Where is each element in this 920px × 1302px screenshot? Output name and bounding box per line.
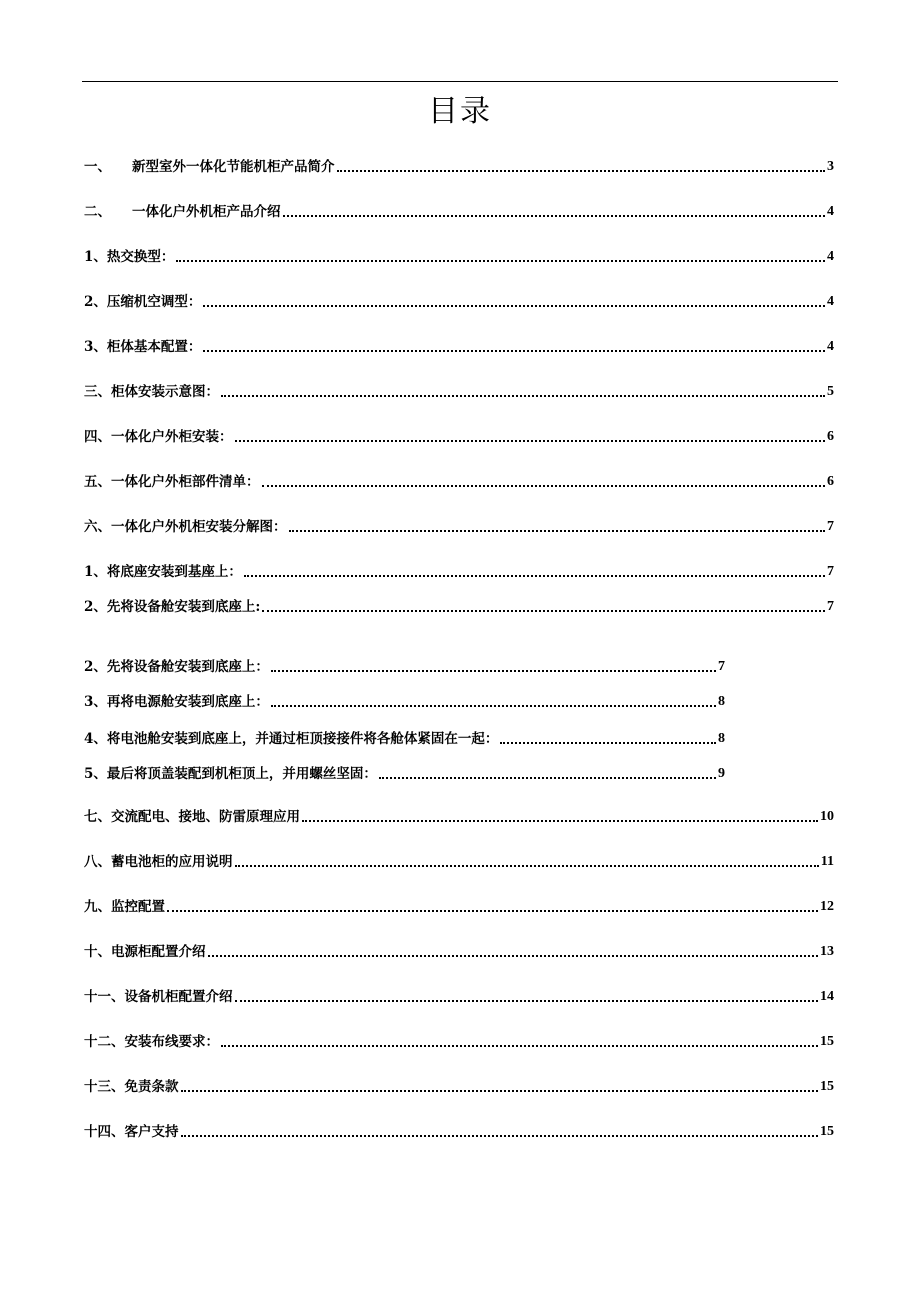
- toc-entry[interactable]: [84, 987, 834, 1007]
- toc-leader-dots: [271, 670, 716, 672]
- toc-entry-number: 4、: [84, 731, 107, 747]
- toc-entry-page: 7: [827, 519, 834, 534]
- toc-entry-page: 13: [820, 944, 834, 959]
- toc-entry-label: 先将设备舱安装到底座上：: [106, 659, 269, 675]
- toc-entry-page: 12: [820, 899, 834, 914]
- toc-entry-number: 2、: [84, 599, 107, 615]
- toc-entry-page: 8: [718, 694, 725, 709]
- toc-entry-label: 热交换型：: [106, 249, 175, 265]
- toc-entry[interactable]: [84, 807, 834, 827]
- toc-leader-dots: [181, 1090, 819, 1092]
- toc-entry[interactable]: [84, 657, 725, 677]
- toc-entry-label: 电源柜配置介绍: [111, 944, 206, 960]
- toc-entry[interactable]: [84, 472, 834, 492]
- toc-entry-label: 新型室外一体化节能机柜产品简介: [132, 159, 335, 175]
- toc-entry-label: 将底座安装到基座上：: [106, 564, 242, 580]
- toc-entry-label: 客户支持: [124, 1124, 179, 1140]
- toc-entry-page: 10: [820, 809, 834, 824]
- toc-leader-dots: [235, 865, 819, 867]
- toc-leader-dots: [167, 910, 818, 912]
- toc-entry-number: 四、: [84, 429, 111, 445]
- toc-entry-page: 9: [718, 766, 725, 781]
- toc-entry[interactable]: [84, 1122, 834, 1142]
- toc-entry-label: 先将设备舱安装到底座上:: [106, 599, 261, 615]
- toc-entry-number: 5、: [84, 766, 107, 782]
- toc-entry-label: 设备机柜配置介绍: [124, 989, 233, 1005]
- toc-entry[interactable]: [84, 337, 834, 357]
- toc-entry-number: 五、: [84, 474, 111, 490]
- toc-entry[interactable]: [84, 1032, 834, 1052]
- toc-entry-label: 监控配置: [111, 899, 165, 915]
- toc-entry-number: 一、: [84, 159, 111, 175]
- toc-leader-dots: [283, 215, 826, 217]
- toc-entry-number: 十、: [84, 944, 111, 960]
- toc-entry-label: 一体化户外柜安装：: [111, 429, 233, 445]
- toc-entry-label: 一体化户外柜部件清单：: [111, 474, 260, 490]
- toc-entry-number: 3、: [84, 339, 107, 355]
- toc-entry-page: 7: [718, 659, 725, 674]
- toc-leader-dots: [379, 777, 716, 779]
- toc-leader-dots: [221, 1045, 818, 1047]
- toc-entry-label: 蓄电池柜的应用说明: [111, 854, 233, 870]
- toc-entry-label: 压缩机空调型：: [106, 294, 202, 310]
- toc-entry-page: 3: [827, 159, 834, 174]
- toc-entry[interactable]: [84, 852, 834, 872]
- toc-entry[interactable]: [84, 764, 725, 784]
- toc-entry-page: 7: [827, 564, 834, 579]
- toc-entry-number: 1、: [84, 564, 107, 580]
- toc-leader-dots: [500, 742, 716, 744]
- toc-entry-page: 15: [820, 1079, 834, 1094]
- toc-entry-number: 2、: [84, 659, 107, 675]
- toc-entry[interactable]: [84, 157, 834, 177]
- toc-entry-label: 一体化户外机柜安装分解图：: [111, 519, 287, 535]
- toc-entry-page: 4: [827, 294, 834, 309]
- toc-entry-label: 交流配电、接地、防雷原理应用: [111, 809, 300, 825]
- toc-leader-dots: [271, 705, 716, 707]
- toc-leader-dots: [244, 575, 825, 577]
- toc-leader-dots: [203, 305, 825, 307]
- toc-entry-number: 三、: [84, 384, 111, 400]
- toc-entry-number: 六、: [84, 519, 111, 535]
- toc-leader-dots: [262, 610, 825, 612]
- toc-leader-dots: [289, 530, 826, 532]
- toc-entry-page: 8: [718, 731, 725, 746]
- toc-entry-label: 免责条款: [124, 1079, 179, 1095]
- toc-entry-label: 再将电源舱安装到底座上：: [106, 694, 269, 710]
- toc-entry-number: 二、: [84, 204, 111, 220]
- toc-leader-dots: [208, 955, 819, 957]
- toc-entry-label: 柜体安装示意图：: [111, 384, 219, 400]
- toc-entry-page: 6: [827, 429, 834, 444]
- toc-entry-number: 七、: [84, 809, 111, 825]
- toc-entry-label: 最后将顶盖装配到机柜顶上，并用螺丝坚固：: [106, 766, 377, 782]
- toc-entry[interactable]: [84, 562, 834, 582]
- toc-entry-page: 4: [827, 204, 834, 219]
- toc-entry[interactable]: [84, 942, 834, 962]
- toc-entry-number: 1、: [84, 249, 107, 265]
- toc-entry[interactable]: [84, 382, 834, 402]
- toc-entry-label: 一体化户外机柜产品介绍: [132, 204, 281, 220]
- toc-entry-number: 十四、: [84, 1124, 125, 1140]
- toc-entry-page: 6: [827, 474, 834, 489]
- toc-entry[interactable]: [84, 202, 834, 222]
- toc-leader-dots: [176, 260, 825, 262]
- toc-entry-number: 八、: [84, 854, 111, 870]
- toc-entry-label: 将电池舱安装到底座上，并通过柜顶接接件将各舱体紧固在一起：: [106, 731, 499, 747]
- toc-entry-number: 九、: [84, 899, 111, 915]
- toc-entry-page: 15: [820, 1034, 834, 1049]
- toc-leader-dots: [302, 820, 818, 822]
- toc-entry-number: 2、: [84, 294, 107, 310]
- page-title: 目录: [428, 94, 492, 129]
- toc-entry-page: 11: [820, 854, 834, 869]
- toc-entry[interactable]: [84, 729, 725, 749]
- toc-entry[interactable]: [84, 427, 834, 447]
- toc-entry-page: 4: [827, 249, 834, 264]
- toc-leader-dots: [203, 350, 825, 352]
- toc-leader-dots: [235, 440, 826, 442]
- toc-entry-label: 柜体基本配置：: [106, 339, 202, 355]
- toc-entry[interactable]: [84, 692, 725, 712]
- toc-entry-number: 十一、: [84, 989, 125, 1005]
- toc-leader-dots: [221, 395, 825, 397]
- toc-leader-dots: [181, 1135, 819, 1137]
- toc-entry[interactable]: [84, 897, 834, 917]
- toc-entry-page: 7: [827, 599, 834, 614]
- toc-leader-dots: [337, 170, 826, 172]
- toc-entry-page: 14: [820, 989, 834, 1004]
- toc-entry[interactable]: [84, 292, 834, 312]
- toc-entry[interactable]: [84, 1077, 834, 1097]
- toc-entry-number: 十三、: [84, 1079, 125, 1095]
- toc-entry-number: 3、: [84, 694, 107, 710]
- toc-entry[interactable]: [84, 597, 834, 617]
- toc-entry-label: 安装布线要求：: [124, 1034, 219, 1050]
- header-rule: [82, 81, 838, 82]
- toc-entry-page: 5: [827, 384, 834, 399]
- toc-entry[interactable]: [84, 517, 834, 537]
- toc-leader-dots: [262, 485, 826, 487]
- toc-entry[interactable]: [84, 247, 834, 267]
- toc-leader-dots: [235, 1000, 819, 1002]
- toc-entry-number: 十二、: [84, 1034, 125, 1050]
- toc-entry-page: 4: [827, 339, 834, 354]
- toc-entry-page: 15: [820, 1124, 834, 1139]
